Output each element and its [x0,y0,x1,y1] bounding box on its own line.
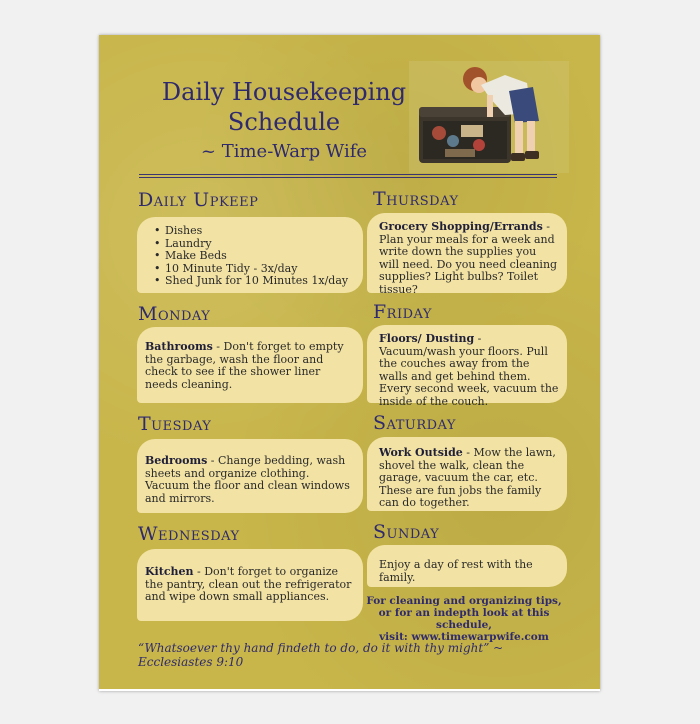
page [99,35,600,691]
list-item: • Shed Junk for 10 Minutes 1x/day [163,275,353,288]
schedule-card [99,35,600,689]
thursday-task: Grocery Shopping/Errands [379,220,543,233]
saturday-task: Work Outside [379,446,463,459]
tuesday-text: - Change bedding, wash sheets and organize clothing. Vacuum the floor and clean windows and mirrors. [145,454,350,505]
saturday-text: - Mow the lawn, shovel the walk, clean the garage, vacuum the car, etc. These are fun jobs the family can do together. [379,446,556,509]
subtitle: ~ Time-Warp Wife [200,141,368,162]
footer-line-1: For cleaning and organizing tips, [366,595,562,607]
daily-upkeep-box [137,217,363,293]
list-item: • Laundry [163,238,353,251]
monday-box [137,327,363,403]
title-line-1: Daily Housekeeping [161,78,407,106]
tuesday-box [137,439,363,513]
monday-task: Bathrooms [145,340,213,353]
monday-text: - Don't forget to empty the garbage, wash the floor and check to see if the shower liner needs cleaning. [145,340,344,391]
title-line-2: Schedule [227,108,341,136]
wednesday-heading: Wednesday [138,523,240,545]
wednesday-task: Kitchen [145,565,194,578]
friday-text: - Vacuum/wash your floors. Pull the couches away from the walls and get behind them. Every second week, vacuum the inside of the couch. [379,332,559,408]
thursday-heading: Thursday [373,188,459,210]
sunday-heading: Sunday [373,521,440,543]
sunday-box [367,545,567,587]
friday-heading: Friday [373,301,432,323]
saturday-heading: Saturday [373,412,456,434]
thursday-text: - Plan your meals for a week and write down the supplies you will need. Do you need cleaning supplies? Light bulbs? Toilet tissue? [379,220,558,296]
list-item: • Make Beds [163,250,353,263]
footer-line-3: visit: www.timewarpwife.com [379,631,549,643]
saturday-box [367,437,567,511]
wednesday-box [137,549,363,621]
footer-note [364,595,564,643]
list-item: • Dishes [163,225,353,238]
header-divider [139,174,557,178]
bible-quote: “Whatsoever thy hand findeth to do, do it with thy might” ~ Ecclesiastes 9:10 [138,641,504,669]
daily-upkeep-list [153,225,353,288]
daily-upkeep-heading: Daily Upkeep [138,189,259,211]
tuesday-task: Bedrooms [145,454,208,467]
monday-heading: Monday [138,303,211,325]
thursday-box [367,213,567,296]
page-title [139,77,429,137]
friday-task: Floors/ Dusting [379,332,475,345]
footer-line-2: or for an indepth look at this schedule, [378,607,550,631]
sunday-text: Enjoy a day of rest with the family. [379,558,533,584]
boy-with-suitcase-illustration [409,61,569,173]
friday-box [367,325,567,408]
wednesday-text: - Don't forget to organize the pantry, clean out the refrigerator and wipe down small appliances. [145,565,352,603]
list-item: • 10 Minute Tidy - 3x/day [163,263,353,276]
tuesday-heading: Tuesday [138,413,212,435]
